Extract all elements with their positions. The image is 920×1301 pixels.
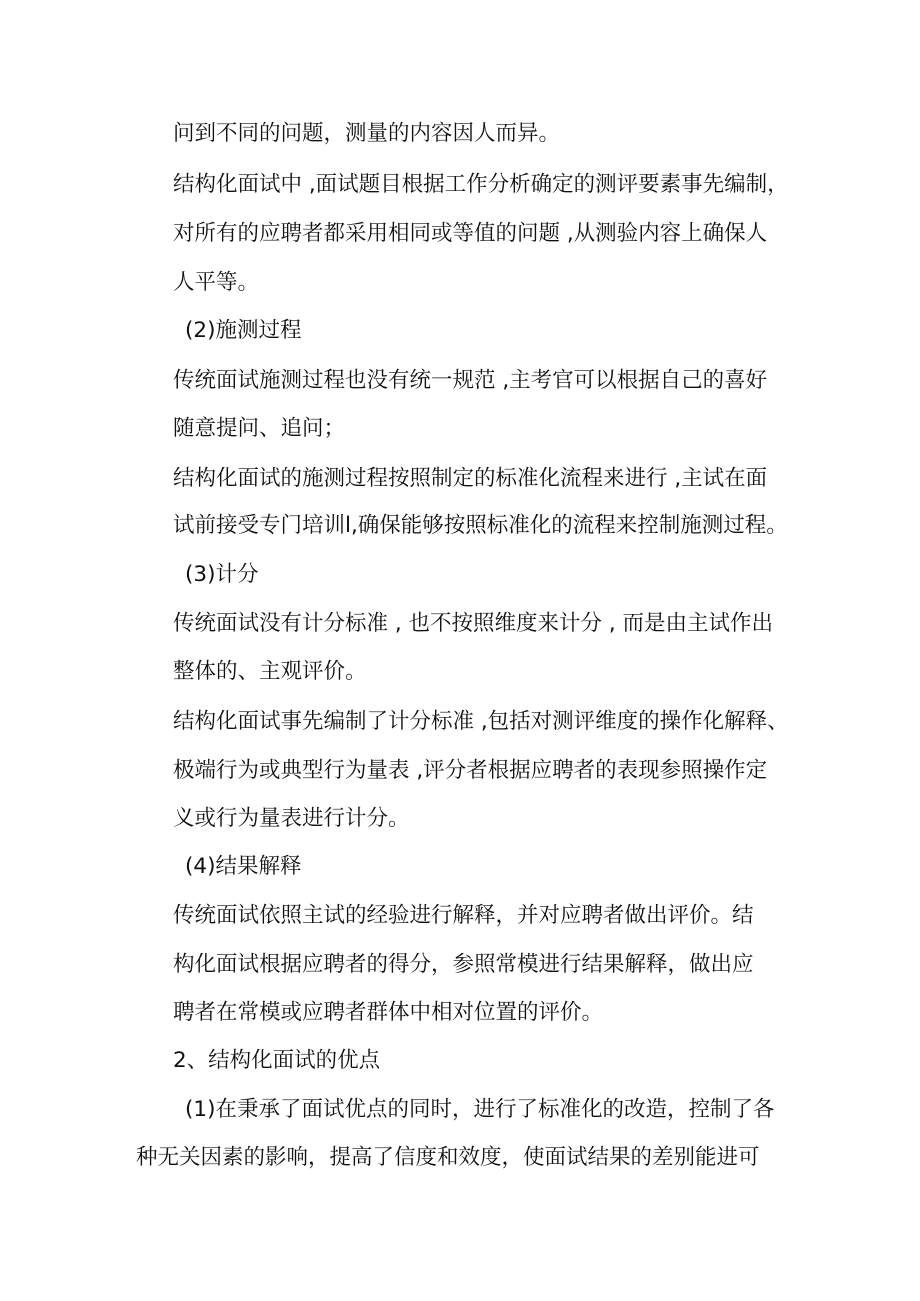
text-line: 结构化面试的施测过程按照制定的标准化流程来进行 ,主试在面 <box>173 466 768 491</box>
text-line: 种无关因素的影响，提高了信度和效度，使面试结果的差别能进可 <box>136 1145 760 1170</box>
text-line: 随意提问、追问； <box>173 416 346 441</box>
text-line: 构化面试根据应聘者的得分，参照常模进行结果解释，做出应 <box>173 952 754 977</box>
text-line: 试前接受专门培训l,确保能够按照标准化的流程来控制施测过程。 <box>173 513 788 538</box>
text-line: 人平等。 <box>173 270 260 295</box>
section-heading: (2)施测过程 <box>185 318 302 343</box>
text-line: 结构化面试中 ,面试题目根据工作分析确定的测评要素事先编制， <box>173 172 789 197</box>
text-line: 问到不同的问题，测量的内容因人而异。 <box>173 121 561 146</box>
text-line: 义或行为量表进行计分。 <box>173 806 410 831</box>
text-line: 极端行为或典型行为量表 ,评分者根据应聘者的表现参照操作定 <box>173 758 768 783</box>
text-line: 传统面试施测过程也没有统一规范 ,主考官可以根据自己的喜好 <box>173 368 768 393</box>
text-line: 传统面试没有计分标准 , 也不按照维度来计分 , 而是由主试作出 <box>173 611 774 636</box>
text-line: 整体的、主观评价。 <box>173 659 367 684</box>
text-line: 结构化面试事先编制了计分标准 ,包括对测评维度的操作化解释、 <box>173 709 789 734</box>
text-line: 传统面试依照主试的经验进行解释，并对应聘者做出评价。结 <box>173 903 754 928</box>
section-heading: (4)结果解释 <box>185 854 302 879</box>
section-heading: 2、结构化面试的优点 <box>173 1048 381 1073</box>
text-line: (1)在秉承了面试优点的同时，进行了标准化的改造，控制了各 <box>185 1097 775 1122</box>
section-heading: (3)计分 <box>185 562 259 587</box>
text-line: 聘者在常模或应聘者群体中相对位置的评价。 <box>173 1000 604 1025</box>
text-line: 对所有的应聘者都采用相同或等值的问题 ,从测验内容上确保人 <box>173 221 768 246</box>
